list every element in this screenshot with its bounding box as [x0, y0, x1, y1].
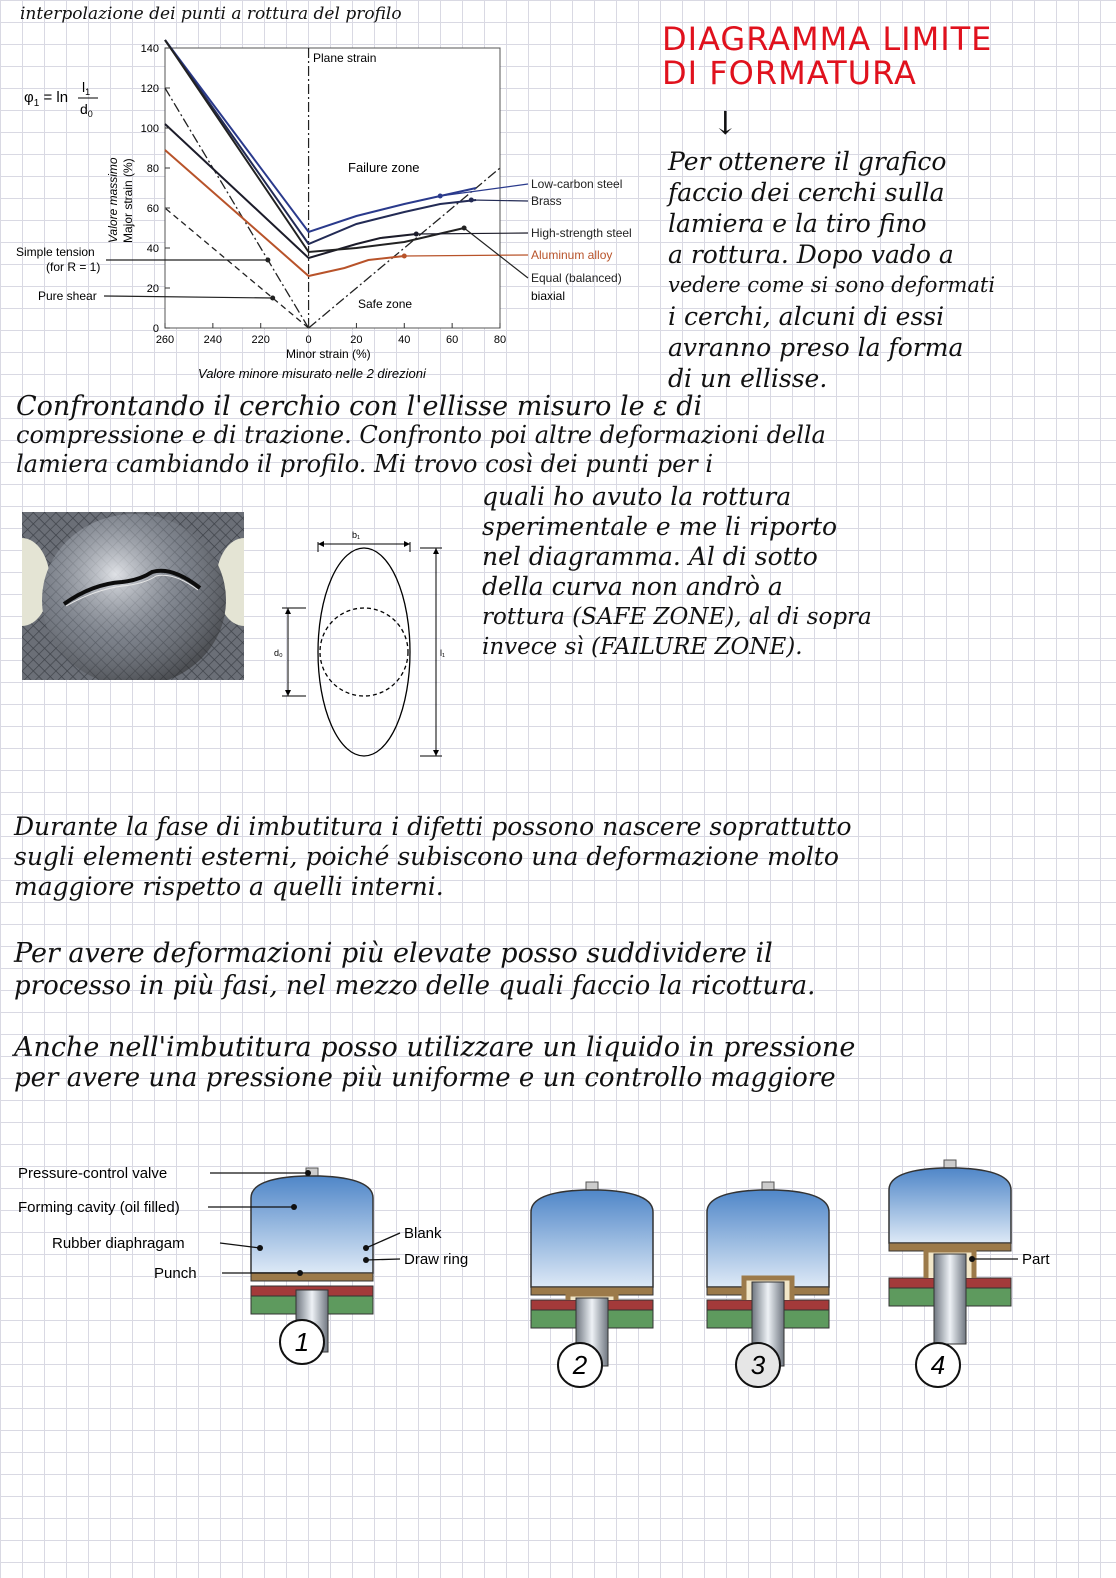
- y-axis-label: Major strain (%): [121, 158, 135, 243]
- x-tick-label: 260: [155, 334, 175, 346]
- paragraph-line: Per avere deformazioni più elevate posso suddividere il: [14, 938, 773, 969]
- plot-area: [165, 48, 500, 328]
- punch-pointer-dot: [297, 1270, 303, 1276]
- x-tick-label: 40: [398, 334, 411, 346]
- draw-ring-label: Draw ring: [404, 1251, 469, 1268]
- paragraph-line: lamiera cambiando il profilo. Mi trovo così dei punti per i: [16, 450, 714, 478]
- y-tick-label: 60: [146, 203, 159, 215]
- right-note-line: Per ottenere il grafico: [668, 147, 947, 176]
- paragraph-2: [14, 812, 852, 902]
- y-tick-label: 20: [146, 283, 159, 295]
- paragraph-line: sperimentale e me li riporto: [482, 512, 838, 541]
- strain-formula: [24, 79, 98, 119]
- paragraph-line: maggiore rispetto a quelli interni.: [14, 872, 444, 901]
- paragraph-line: per avere una pressione più uniforme e un controllo maggiore: [14, 1063, 836, 1093]
- formula-sub: 1: [33, 98, 40, 109]
- right-note: [668, 146, 995, 394]
- x-axis-handnote: Valore minore misurato nelle 2 direzioni: [198, 366, 426, 381]
- y-tick-label: 0: [152, 323, 159, 335]
- failure-zone-label: Failure zone: [348, 160, 420, 175]
- paragraph-line: nel diagramma. Al di sotto: [482, 542, 818, 571]
- formula-numerator: $l_1$: [82, 79, 91, 97]
- paragraph-3: [14, 938, 815, 1002]
- cavity-pointer-dot: [291, 1204, 297, 1210]
- y-tick-label: 80: [146, 163, 159, 175]
- legend-dot: [414, 232, 419, 237]
- down-arrow-icon: ↓: [712, 104, 739, 142]
- forming-cavity: [531, 1190, 653, 1287]
- paragraph-line: invece sì (FAILURE ZONE).: [482, 634, 803, 660]
- header-note: interpolazione dei punti a rottura del profilo: [20, 4, 402, 24]
- simple-tension-dot: [265, 258, 270, 263]
- stage-4: [889, 1160, 1011, 1344]
- formula-phi: φ: [24, 89, 34, 106]
- title-line1: DIAGRAMMA LIMITE: [662, 20, 993, 58]
- paragraph-line: Durante la fase di imbutitura i difetti possono nascere soprattutto: [14, 812, 852, 841]
- stage-2: [531, 1182, 653, 1366]
- x-tick-label: 240: [203, 334, 223, 346]
- right-note-line: lamiera e la tiro fino: [668, 209, 927, 238]
- legend-dot: [402, 254, 407, 259]
- paragraph-line: processo in più fasi, nel mezzo delle quali faccio la ricottura.: [14, 971, 816, 1001]
- legend-label: Low-carbon steel: [531, 177, 623, 191]
- y-tick-label: 140: [140, 43, 159, 55]
- step-number: 4: [930, 1350, 946, 1380]
- blank-label: Blank: [404, 1225, 442, 1242]
- pressure-valve-label: Pressure-control valve: [18, 1165, 168, 1182]
- punch-label: Punch: [154, 1265, 197, 1282]
- pure-shear-dot: [270, 296, 275, 301]
- right-note-line: a rottura. Dopo vado a: [668, 240, 954, 269]
- circle-to-ellipse-diagram: [270, 528, 460, 768]
- x-axis-label: Minor strain (%): [286, 347, 371, 361]
- b1-label: b₁: [352, 530, 361, 540]
- paragraph-line: sugli elementi esterni, poiché subiscono una deformazione molto: [14, 842, 839, 871]
- paragraph-1: [16, 392, 826, 479]
- simple-tension-label: Simple tension: [16, 245, 95, 259]
- step-number: 1: [294, 1327, 310, 1357]
- paragraph-line: Anche nell'imbutitura posso utilizzare un liquido in pressione: [14, 1032, 856, 1063]
- legend-label: High-strength steel: [531, 226, 632, 240]
- stage-3: [707, 1182, 829, 1366]
- forming-limit-chart: [10, 8, 660, 388]
- part-pointer-dot: [969, 1256, 975, 1262]
- pressure-valve: [944, 1160, 956, 1168]
- plane-strain-label: Plane strain: [313, 51, 377, 65]
- svg-text:φ1 = ln: [24, 89, 68, 109]
- y-tick-label: 40: [146, 243, 159, 255]
- legend-label: biaxial: [531, 289, 566, 303]
- rubber-diaphragm: [251, 1273, 373, 1281]
- legend-label: Equal (balanced): [531, 271, 622, 285]
- pure-shear-label: Pure shear: [38, 289, 97, 303]
- y-axis-handnote: Valore massimo: [106, 157, 120, 243]
- legend-dot: [438, 194, 443, 199]
- pressure-valve: [586, 1182, 598, 1190]
- x-tick-label: 220: [251, 334, 270, 346]
- x-tick-label: 80: [493, 334, 507, 346]
- right-note-line: i cerchi, alcuni di essi: [668, 302, 945, 331]
- legend-label: Aluminum alloy: [531, 248, 613, 262]
- forming-cavity: [251, 1176, 373, 1273]
- diaphragm-pointer-dot: [257, 1245, 263, 1251]
- paragraph-line: quali ho avuto la rottura: [482, 482, 792, 511]
- punch: [934, 1254, 966, 1344]
- paragraph-line: compressione e di trazione. Confronto poi altre deformazioni della: [16, 421, 826, 449]
- x-tick-label: 60: [446, 334, 459, 346]
- safe-zone-label: Safe zone: [358, 297, 413, 311]
- l1-label: l₁: [440, 648, 446, 658]
- blank-pointer-dot: [363, 1245, 369, 1251]
- right-note-line: di un ellisse.: [668, 364, 828, 393]
- cracked-dome-photo: [22, 512, 244, 680]
- legend-label: Brass: [531, 194, 562, 208]
- step-number: 2: [572, 1350, 588, 1380]
- paragraph-1b: [482, 482, 872, 662]
- x-tick-label: 20: [350, 334, 363, 346]
- forming-cavity: [889, 1168, 1011, 1243]
- paragraph-4: [14, 1032, 855, 1094]
- right-note-line: vedere come si sono deformati: [668, 273, 996, 297]
- x-tick-label: 0: [305, 334, 312, 346]
- paragraph-line: Confrontando il cerchio con l'ellisse misuro le ε di: [16, 391, 703, 422]
- pressure-valve: [762, 1182, 774, 1190]
- formula-denominator: $d_0$: [80, 101, 93, 119]
- legend-dot: [469, 198, 474, 203]
- title-line2: DI FORMATURA: [662, 54, 917, 92]
- right-note-line: avranno preso la forma: [668, 333, 964, 362]
- paragraph-line: rottura (SAFE ZONE), al di sopra: [482, 604, 872, 630]
- original-circle: [320, 608, 408, 696]
- d0-label: d₀: [274, 648, 283, 658]
- simple-tension-r-label: (for R = 1): [46, 260, 101, 274]
- forming-cavity: [707, 1190, 829, 1287]
- y-tick-label: 100: [140, 123, 159, 135]
- rubber-diaphragm-label: Rubber diaphragam: [52, 1235, 185, 1252]
- valve-pointer-dot: [305, 1170, 311, 1176]
- forming-cavity-label: Forming cavity (oil filled): [18, 1199, 180, 1216]
- step-number: 3: [750, 1350, 766, 1380]
- legend-dot: [462, 226, 467, 231]
- formula-ln: = ln: [39, 89, 69, 106]
- y-tick-label: 120: [140, 83, 159, 95]
- part-label: Part: [1022, 1251, 1050, 1268]
- right-note-line: faccio dei cerchi sulla: [668, 178, 945, 207]
- deformed-ellipse: [318, 548, 410, 756]
- paragraph-line: della curva non andrò a: [482, 572, 783, 601]
- hydroforming-diagram: [10, 1140, 1110, 1410]
- draw-ring-pointer-dot: [363, 1257, 369, 1263]
